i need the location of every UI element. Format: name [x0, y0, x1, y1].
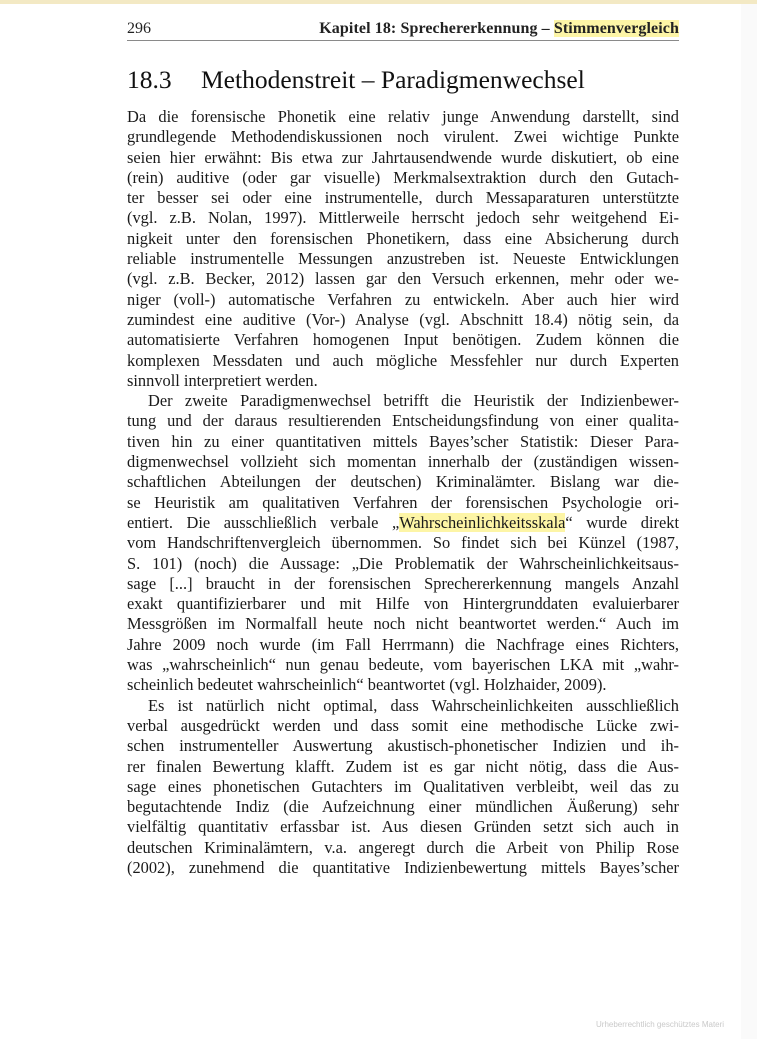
- text-line: vom Handschriftenvergleich übernommen. So findet sich bei Künzel (1987,: [127, 533, 679, 553]
- text-line: verbal ausgedrückt werden und dass somit eine methodische Lücke zwi-: [127, 715, 679, 735]
- paragraph: [127, 107, 679, 391]
- text-line: (rein) auditive (oder gar visuelle) Merkmalsextraktion durch den Gutach-: [127, 167, 679, 187]
- text-line: Jahre 2009 noch wurde (im Fall Herrmann) die Nachfrage eines Richters,: [127, 634, 679, 654]
- text-line: grundlegende Methodendiskussionen noch virulent. Zwei wichtige Punkte: [127, 127, 679, 147]
- top-border: [0, 0, 757, 4]
- text-line: nigkeit unter den forensischen Phonetikern, dass eine Absicherung durch: [127, 228, 679, 248]
- text-line: schaftlichen Abteilungen der deutschen) Kriminalämter. Bislang war die-: [127, 472, 679, 492]
- text-line: schen instrumenteller Auswertung akustisch-phonetischer Indizien und ih-: [127, 736, 679, 756]
- text-line: begutachtende Indiz (die Aufzeichnung einer mündlichen Äußerung) sehr: [127, 797, 679, 817]
- text-line: (vgl. z.B. Nolan, 1997). Mittlerweile herrscht jedoch sehr weitgehend Ei-: [127, 208, 679, 228]
- text-segment: entiert. Die ausschließlich verbale „: [127, 512, 400, 532]
- text-line: sage [...] braucht in der forensischen Sprechererkennung mangels Anzahl: [127, 573, 679, 593]
- copyright-watermark: Urheberrechtlich geschütztes Materi: [596, 1020, 725, 1029]
- text-line: sage eines phonetischen Gutachters im Qualitativen verbleibt, weil das zu: [127, 776, 679, 796]
- text-line: komplexen Messdaten und auch mögliche Messfehler nur durch Experten: [127, 350, 679, 370]
- text-line: [127, 513, 679, 533]
- text-line: scheinlich bedeutet wahrscheinlich“ beantwortet (vgl. Holzhaider, 2009).: [127, 675, 607, 695]
- text-line: tiven hin zu einer quantitativen mittels Bayes’scher Statistik: Dieser Para-: [127, 431, 679, 451]
- page-number: 296: [127, 20, 151, 37]
- text-line: sinnvoll interpretiert werden.: [127, 370, 318, 390]
- text-line: tung und der daraus resultierenden Entscheidungsfindung von einer qualita-: [127, 411, 679, 431]
- chapter-title-prefix: Kapitel 18: Sprechererkennung –: [319, 20, 554, 37]
- chapter-title: [319, 18, 679, 40]
- running-head: [127, 18, 679, 40]
- section-title: Methodenstreit – Paradigmenwechsel: [201, 65, 585, 94]
- text-segment: “ wurde direkt: [565, 512, 679, 532]
- text-line: vielfältig quantitativ erfassbar ist. Aus diesen Gründen setzt sich auch in: [127, 817, 679, 837]
- text-line: automatisierte Verfahren homogenen Input benötigen. Zudem können die: [127, 330, 679, 350]
- text-line: digmenwechsel vollzieht sich momentan innerhalb der (zuständigen wissen-: [127, 452, 679, 472]
- text-line: Der zweite Paradigmenwechsel betrifft die Heuristik der Indizienbewer-: [148, 391, 679, 411]
- text-line: rer finalen Bewertung klafft. Zudem ist es gar nicht nötig, dass die Aus-: [127, 756, 679, 776]
- text-line: se Heuristik am qualitativen Verfahren der forensischen Psychologie ori-: [127, 492, 679, 512]
- paragraph: [127, 391, 679, 695]
- text-line: S. 101) (noch) die Aussage: „Die Problematik der Wahrscheinlichkeitsaus-: [127, 553, 679, 573]
- text-line: exakt quantifizierbarer und mit Hilfe von Hintergrunddaten evaluierbarer: [127, 594, 679, 614]
- paragraph: [127, 696, 679, 879]
- section-number: 18.3: [127, 65, 172, 94]
- text-line: (vgl. z.B. Becker, 2012) lassen gar den Versuch erkennen, mehr oder we-: [127, 269, 679, 289]
- text-line: Da die forensische Phonetik eine relativ junge Anwendung darstellt, sind: [127, 107, 679, 126]
- text-line: niger (voll-) automatische Verfahren zu entwickeln. Aber auch hier wird: [127, 289, 679, 309]
- scroll-gutter: [741, 4, 757, 1039]
- highlighted-term[interactable]: Wahrscheinlichkeitsskala: [399, 512, 566, 532]
- text-line: reliable instrumentelle Messungen anzustreben ist. Neueste Entwicklungen: [127, 249, 679, 269]
- text-line: deutschen Kriminalämtern, v.a. angeregt durch die Arbeit von Philip Rose: [127, 837, 679, 857]
- header-rule: [127, 40, 679, 41]
- text-line: ter besser sei oder eine instrumentelle, durch Messaparaturen unterstützte: [127, 188, 679, 208]
- text-line: was „wahrscheinlich“ nun genau bedeute, vom bayerischen LKA mit „wahr-: [127, 655, 679, 675]
- body-text: [127, 107, 679, 878]
- text-line: zumindest eine auditive (Vor-) Analyse (vgl. Abschnitt 18.4) nötig sein, da: [127, 309, 679, 329]
- chapter-title-highlight[interactable]: Stimmenvergleich: [553, 20, 679, 37]
- text-line: Es ist natürlich nicht optimal, dass Wahrscheinlichkeiten ausschließlich: [148, 695, 679, 715]
- section-heading: [127, 64, 679, 96]
- text-line: seien hier erwähnt: Bis etwa zur Jahrtausendwende wurde diskutiert, ob eine: [127, 147, 679, 167]
- text-line: (2002), zunehmend die quantitative Indizienbewertung mittels Bayes’scher: [127, 857, 679, 877]
- text-line: Messgrößen im Normalfall heute noch nicht beantwortet werden.“ Auch im: [127, 614, 679, 634]
